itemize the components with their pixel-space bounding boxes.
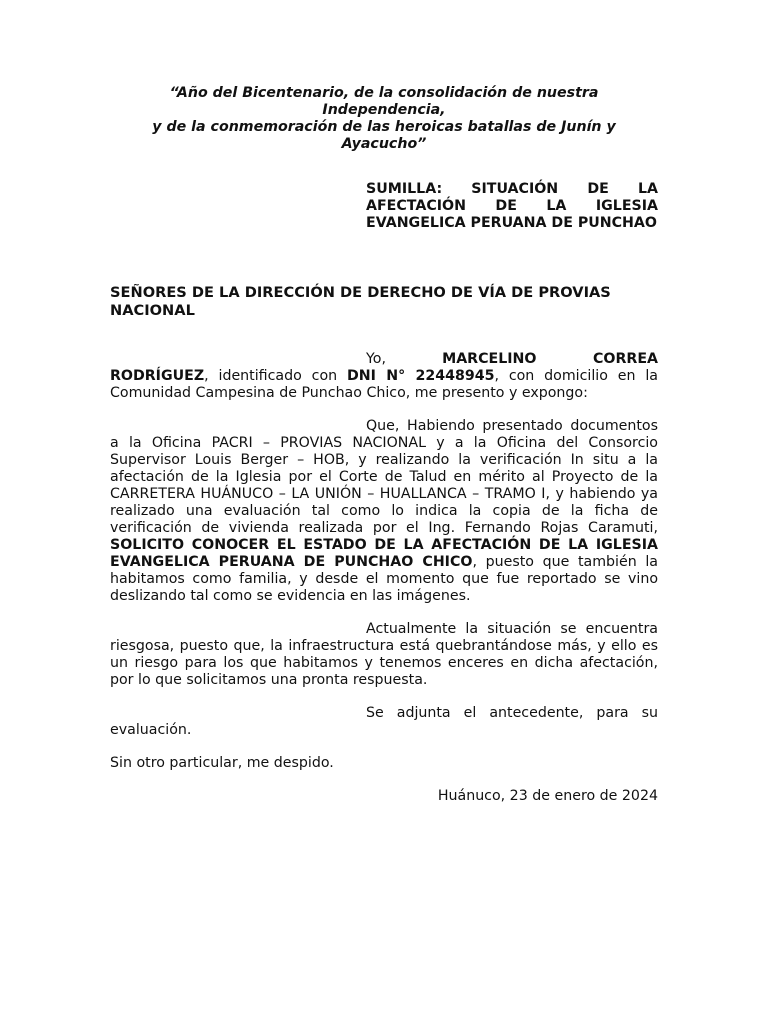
date-line: Huánuco, 23 de enero de 2024: [437, 788, 658, 804]
intro-text: , con domicilio en la Comunidad Campesina de Punchao Chico, me presento y expongo:: [110, 368, 658, 401]
sender-name: MARCELINO CORREA RODRÍGUEZ: [110, 351, 658, 384]
intro-text: , identificado con: [204, 368, 347, 384]
request-text: , puesto que también la habitamos como familia, y desde el momento que fue reportado se vino deslizando tal como se evidencia en las imágenes.: [110, 554, 658, 604]
sumilla: SUMILLA: SITUACIÓN DE LA AFECTACIÓN DE LA IGLESIA EVANGELICA PERUANA DE PUNCHAO: [366, 181, 658, 231]
request-highlight: SOLICITO CONOCER EL ESTADO DE LA AFECTACIÓN DE LA IGLESIA EVANGELICA PERUANA DE PUNCHAO CHICO: [110, 537, 658, 570]
sender-dni: DNI N° 22448945: [346, 368, 495, 384]
attachment-paragraph: Se adjunta el antecedente, para su evaluación.: [110, 705, 658, 738]
year-motto-text: “Año del Bicentenario, de la consolidación de nuestra Independencia, y de la conmemoración de las heroicas batallas de Junín y Ayacucho”: [152, 85, 616, 152]
letter-body: [110, 351, 658, 821]
year-motto-heading: [110, 85, 658, 153]
situation-paragraph: Actualmente la situación se encuentra riesgosa, puesto que, la infraestructura está quebrantándose más, y ello es un riesgo para los que habitamos y tenemos enceres en dicha afectación, por lo que solicitamos una pronta respuesta.: [110, 621, 658, 688]
intro-text: Yo,: [366, 351, 443, 367]
request-paragraph: [110, 418, 658, 605]
request-text: Que, Habiendo presentado documentos a la Oficina PACRI – PROVIAS NACIONAL y a la Oficina del Consorcio Supervisor Louis Berger – HOB, y realizando la verificación In situ a la afectación de la Iglesia por el Corte de Talud en mérito al Proyecto de la CARRETERA HUÁNUCO – LA UNIÓN – HUALLANCA – TRAMO I, y habiendo ya realizado una evaluación tal como lo indica la copia de la ficha de verificación de vivienda realizada por el Ing. Fernando Rojas Caramuti,: [110, 418, 658, 536]
addressee: SEÑORES DE LA DIRECCIÓN DE DERECHO DE VÍA DE PROVIAS NACIONAL: [110, 284, 611, 319]
intro-paragraph: [110, 351, 658, 402]
closing-line: Sin otro particular, me despido.: [110, 755, 334, 771]
